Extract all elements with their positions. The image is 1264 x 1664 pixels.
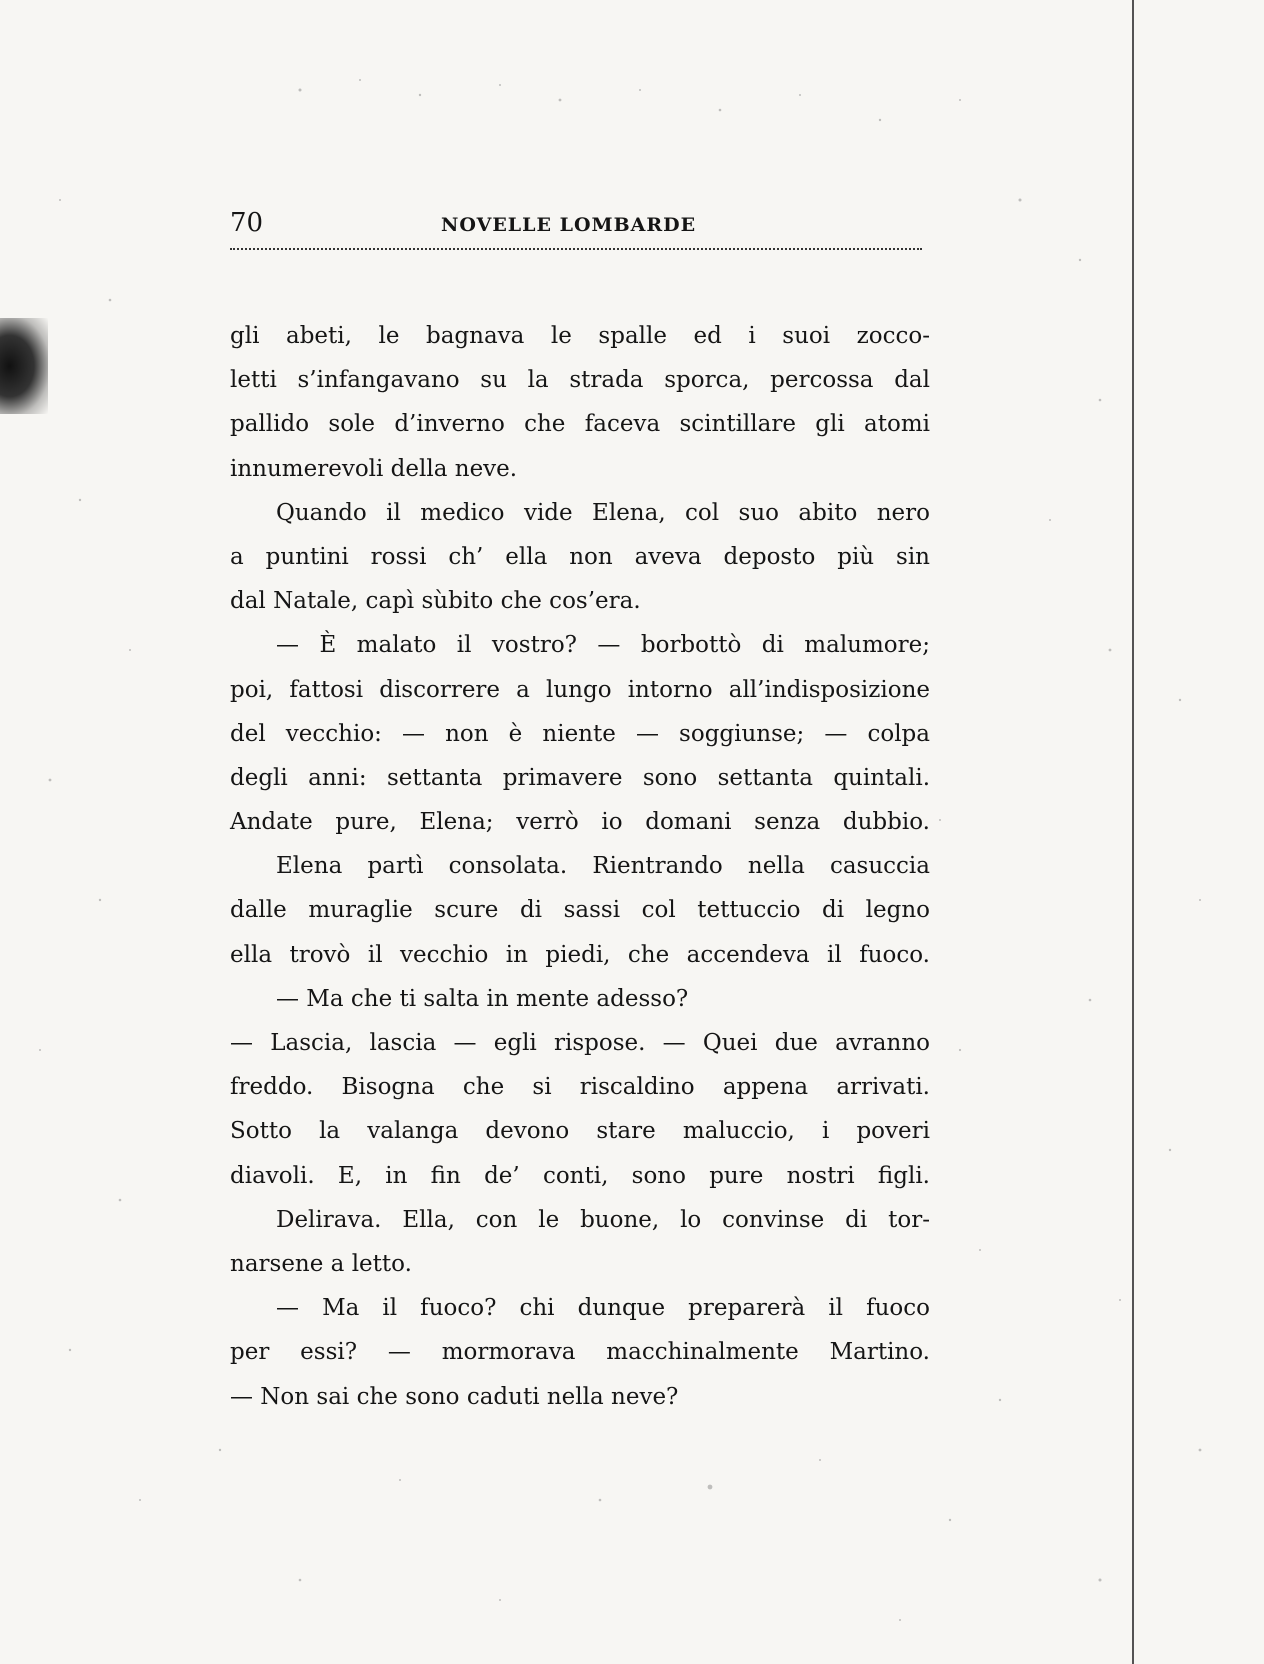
text-line: dalle muraglie scure di sassi col tettuccio di legno	[230, 897, 930, 924]
text-line: diavoli. E, in fin de’ conti, sono pure nostri figli.	[230, 1162, 930, 1189]
text-line: Sotto la valanga devono stare maluccio, i poveri	[230, 1118, 930, 1145]
text-line: freddo. Bisogna che si riscaldino appena arrivati.	[230, 1074, 930, 1101]
text-line: del vecchio: — non è niente — soggiunse; — colpa	[230, 720, 930, 747]
text-line: ella trovò il vecchio in piedi, che accendeva il fuoco.	[230, 941, 930, 968]
text-line: pallido sole d’inverno che faceva scintillare gli atomi	[230, 411, 930, 438]
text-line: gli abeti, le bagnava le spalle ed i suoi zocco-	[230, 323, 930, 349]
ink-blot	[0, 318, 48, 414]
text-line: — Ma il fuoco? chi dunque preparerà il fuoco	[276, 1295, 930, 1322]
text-line: — Lascia, lascia — egli rispose. — Quei due avranno	[230, 1030, 930, 1056]
text-line: innumerevoli della neve.	[230, 455, 518, 482]
binding-edge	[1132, 0, 1134, 1664]
running-head	[230, 208, 922, 248]
text-line: Elena partì consolata. Rientrando nella casuccia	[276, 853, 930, 880]
page-number: 70	[230, 208, 264, 238]
text-line: narsene a letto.	[230, 1250, 412, 1277]
header-rule	[230, 248, 922, 250]
text-line: poi, fattosi discorrere a lungo intorno all’indisposizione	[230, 676, 930, 703]
text-line: per essi? — mormorava macchinalmente Martino.	[230, 1339, 930, 1366]
book-title: NOVELLE LOMBARDE	[441, 214, 697, 236]
text-line: Quando il medico vide Elena, col suo abito nero	[276, 499, 930, 526]
text-line: — Ma che ti salta in mente adesso?	[276, 985, 689, 1012]
text-line: — Non sai che sono caduti nella neve?	[230, 1383, 679, 1410]
text-line: letti s’infangavano su la strada sporca, percossa dal	[230, 367, 930, 394]
text-line: degli anni: settanta primavere sono settanta quintali.	[230, 764, 930, 791]
body-text	[230, 314, 930, 1419]
text-line: — È malato il vostro? — borbottò di malumore;	[276, 632, 930, 659]
text-line: Andate pure, Elena; verrò io domani senza dubbio.	[230, 809, 930, 836]
text-line: Delirava. Ella, con le buone, lo convinse di tor-	[276, 1206, 930, 1233]
text-line: a puntini rossi ch’ ella non aveva deposto più sin	[230, 543, 930, 570]
text-line: dal Natale, capì sùbito che cos’era.	[230, 588, 641, 615]
